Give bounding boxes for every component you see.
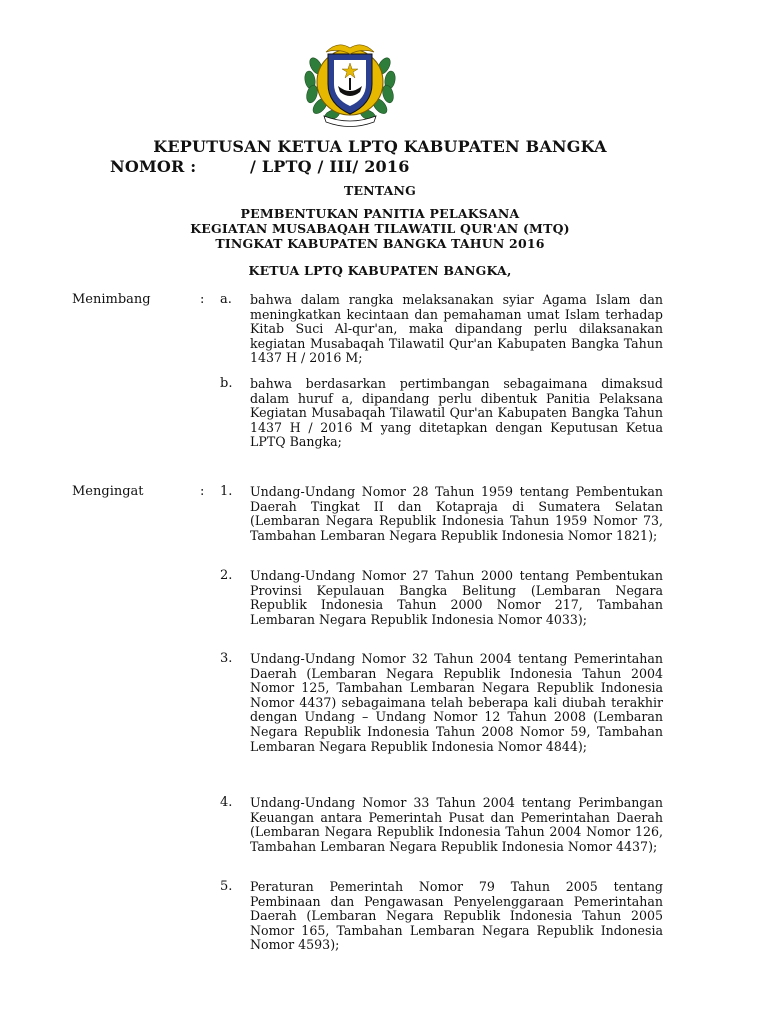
item-text: Peraturan Pemerintah Nomor 79 Tahun 2005 tentang Pembinaan dan Pengawasan Penyelenggaraan Pemerintahan Daerah (Lembaran Negara Republik Indonesia Tahun 2005 Nomor 165, Tambahan Lembaran Negara Republik Indonesia Nomor 4593); bbox=[250, 879, 663, 953]
regency-emblem-icon bbox=[298, 36, 402, 128]
mengingat-item bbox=[220, 796, 670, 872]
item-text: Undang-Undang Nomor 32 Tahun 2004 tentang Pemerintahan Daerah (Lembaran Negara Republik Indonesia Tahun 2004 Nomor 125, Tambahan Lembaran Negara Republik Indonesia Nomor 4437) sebagaimana telah beberapa kali diubah terakhir dengan Undang – Undang Nomor 12 Tahun 2008 (Lembaran Negara Republik Indonesia Tahun 2008 Nomor 59, Tambahan Lembaran Negara Republik Indonesia Nomor 4844); bbox=[250, 651, 663, 754]
item-marker: b. bbox=[220, 376, 233, 391]
mengingat-colon: : bbox=[200, 484, 205, 499]
menimbang-section bbox=[72, 293, 672, 473]
mengingat-item bbox=[220, 485, 670, 561]
mengingat-item bbox=[220, 569, 670, 645]
item-marker: 5. bbox=[220, 879, 233, 894]
decree-number-label: NOMOR : bbox=[110, 157, 197, 176]
item-marker: 4. bbox=[220, 795, 233, 810]
item-marker: 2. bbox=[220, 568, 233, 583]
item-text: Undang-Undang Nomor 33 Tahun 2004 tentang Perimbangan Keuangan antara Pemerintah Pusat dan Pemerintahan Daerah (Lembaran Negara Republik Indonesia Tahun 2004 Nomor 126, Tambahan Lembaran Negara Republik Indonesia Nomor 4437); bbox=[250, 795, 663, 854]
item-marker: 3. bbox=[220, 651, 233, 666]
decree-number-value: / LPTQ / III/ 2016 bbox=[250, 157, 410, 176]
item-text: Undang-Undang Nomor 28 Tahun 1959 tentang Pembentukan Daerah Tingkat II dan Kotapraja di Sumatera Selatan (Lembaran Negara Republik Indonesia Tahun 1959 Nomor 73, Tambahan Lembaran Negara Republik Indonesia Nomor 1821); bbox=[250, 484, 663, 543]
menimbang-colon: : bbox=[200, 292, 205, 307]
item-text: Undang-Undang Nomor 27 Tahun 2000 tentang Pembentukan Provinsi Kepulauan Bangka Belitung (Lembaran Negara Republik Indonesia Tahun 2000 Nomor 217, Tambahan Lembaran Negara Republik Indonesia Nomor 4033); bbox=[250, 568, 663, 627]
decree-number bbox=[110, 157, 410, 176]
mengingat-label: Mengingat bbox=[72, 484, 144, 499]
issuer-heading: KETUA LPTQ KABUPATEN BANGKA, bbox=[248, 263, 512, 278]
subject-line: PEMBENTUKAN PANITIA PELAKSANA bbox=[240, 206, 520, 221]
decree-title: KEPUTUSAN KETUA LPTQ KABUPATEN BANGKA bbox=[153, 137, 607, 156]
mengingat-section bbox=[72, 485, 672, 965]
menimbang-item bbox=[220, 377, 670, 467]
menimbang-item bbox=[220, 293, 670, 373]
item-text: bahwa dalam rangka melaksanakan syiar Agama Islam dan meningkatkan kecintaan dan pemahaman umat Islam terhadap Kitab Suci Al-qur'an, maka dipandang perlu dilaksanakan kegiatan Musabaqah Tilawatil Qur'an Kabupaten Bangka Tahun 1437 H / 2016 M; bbox=[250, 292, 663, 366]
mengingat-item bbox=[220, 880, 670, 960]
subject-line: TINGKAT KABUPATEN BANGKA TAHUN 2016 bbox=[215, 236, 545, 251]
mengingat-item bbox=[220, 652, 670, 788]
item-text: bahwa berdasarkan pertimbangan sebagaimana dimaksud dalam huruf a, dipandang perlu dibentuk Panitia Pelaksana Kegiatan Musabaqah Tilawatil Qur'an Kabupaten Bangka Tahun 1437 H / 2016 M yang ditetapkan dengan Keputusan Ketua LPTQ Bangka; bbox=[250, 376, 663, 450]
item-marker: a. bbox=[220, 292, 232, 307]
menimbang-label: Menimbang bbox=[72, 292, 151, 307]
item-marker: 1. bbox=[220, 484, 233, 499]
subject-line: KEGIATAN MUSABAQAH TILAWATIL QUR'AN (MTQ) bbox=[190, 221, 570, 236]
tentang-heading: TENTANG bbox=[343, 183, 417, 198]
